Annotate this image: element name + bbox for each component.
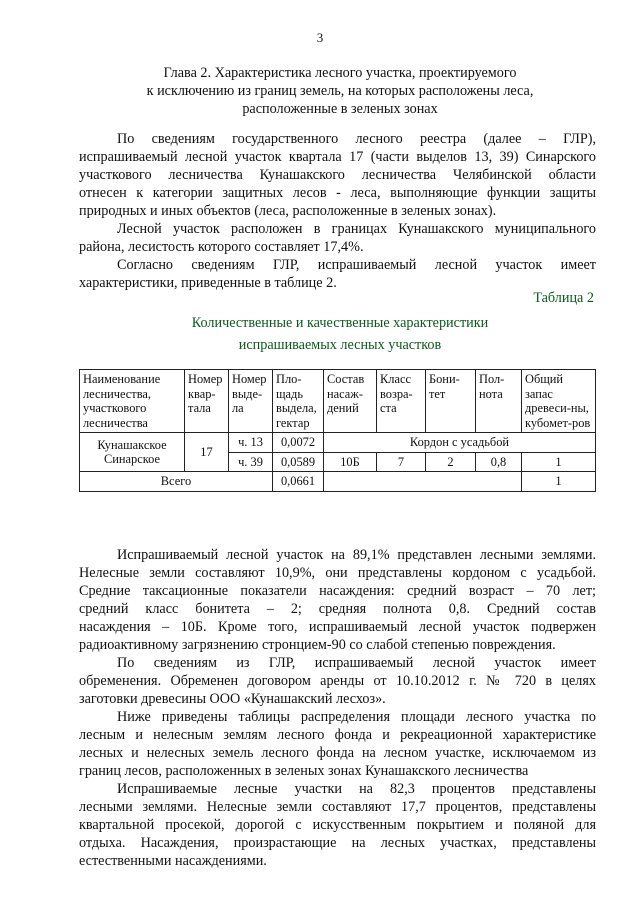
stock-cell: 1 <box>522 452 596 472</box>
text-line: лесных и нелесных земель лесного фонда на лесном участке, исключаемом из <box>79 745 596 761</box>
table-header-row <box>80 370 596 433</box>
text-line: Испрашиваемые лесные участки на 82,3 процентов представлены <box>117 781 596 797</box>
text-line: естественными насаждениями. <box>79 853 267 869</box>
total-area-cell: 0,0661 <box>273 472 324 492</box>
body-paragraph-4 <box>79 780 596 870</box>
text-line: Нелесные земли составляют 10,9%, они представлены кордоном с усадьбой. <box>79 565 596 581</box>
page-number: 3 <box>316 30 324 45</box>
vydel-cell: ч. 39 <box>229 452 273 472</box>
bonitet-cell: 2 <box>426 452 476 472</box>
text-line: квартальной просекой, дорогой с искусственным покрытием и поляной для <box>79 817 596 833</box>
table-title-line: Количественные и качественные характеристики <box>191 315 489 331</box>
quarter-cell: 17 <box>185 433 229 472</box>
total-label-cell: Всего <box>80 472 273 492</box>
note-cell: Кордон с усадьбой <box>324 433 596 453</box>
age-class-cell: 7 <box>377 452 426 472</box>
table-label: Таблица 2 <box>533 290 594 306</box>
text-line: Средние таксационные показатели насаждения: средний возраст – 70 лет; <box>79 583 596 599</box>
text-line: лесным и нелесным землям лесного фонда и рекреационной характеристике <box>79 727 596 743</box>
empty-cell <box>324 472 522 492</box>
text-line: лесными землями. Нелесные земли составляют 17,7 процентов, представлены <box>79 799 596 815</box>
header-cell: Пол-нота <box>476 370 522 433</box>
intro-paragraph-2 <box>79 220 596 256</box>
text-line: испрашиваемый лесной участок квартала 17 (части выделов 13, 39) Синарского <box>79 149 596 165</box>
forestry-cell: Кунашакское Синарское <box>80 433 185 472</box>
text-line: Испрашиваемый лесной участок на 89,1% представлен лесными землями. <box>117 547 596 563</box>
text-line: заготовки древесины ООО «Кунашакский лесхоз». <box>79 691 386 707</box>
header-cell: Наименование лесничества, участкового лесничества <box>80 370 185 433</box>
header-cell: Бони-тет <box>426 370 476 433</box>
header-cell: Общий запас древеси-ны, кубомет-ров <box>522 370 596 433</box>
area-cell: 0,0589 <box>273 452 324 472</box>
text-line: Согласно сведениям ГЛР, испрашиваемый лесной участок имеет <box>117 257 596 273</box>
text-line: средний класс бонитета – 2; средняя полнота 0,8. Средний состав <box>79 601 596 617</box>
body-paragraph-1 <box>79 546 596 654</box>
header-cell: Пло-щадь выдела, гектар <box>273 370 324 433</box>
body-paragraph-3 <box>79 708 596 780</box>
vydel-cell: ч. 13 <box>229 433 273 453</box>
header-cell: Класс возра-ста <box>377 370 426 433</box>
text-line: границ лесов, расположенных в зеленых зонах Кунашакского лесничества <box>79 763 529 779</box>
body-paragraph-2 <box>79 654 596 708</box>
text-line: района, лесистость которого составляет 17,4%. <box>79 239 364 255</box>
text-line: По сведениям из ГЛР, испрашиваемый лесной участок имеет <box>117 655 596 671</box>
text-line: отнесен к категории защитных лесов - леса, выполняющие функции защиты <box>79 185 596 201</box>
table-title-line: испрашиваемых лесных участков <box>238 337 442 353</box>
text-line: участкового лесничества Кунашакского лесничества Челябинской области <box>79 167 596 183</box>
table-row <box>80 433 596 453</box>
text-line: Ниже приведены таблицы распределения площади лесного участка по <box>117 709 596 725</box>
composition-cell: 10Б <box>324 452 377 472</box>
text-line: отдыха. Насаждения, произрастающие на лесных участках, представлены <box>79 835 596 851</box>
text-line: обременения. Обременен договором аренды от 10.10.2012 г. № 720 в целях <box>79 673 596 689</box>
total-stock-cell: 1 <box>522 472 596 492</box>
text-line: насаждения – 10Б. Кроме того, испрашиваемый лесной участок подвержен <box>79 619 596 635</box>
chapter-title-line: к исключению из границ земель, на которых расположены леса, <box>146 83 534 99</box>
text-line: Лесной участок расположен в границах Кунашакского муниципального <box>117 221 596 237</box>
header-cell: Состав насаж-дений <box>324 370 377 433</box>
density-cell: 0,8 <box>476 452 522 472</box>
header-cell: Номер квар-тала <box>185 370 229 433</box>
chapter-title-line: Глава 2. Характеристика лесного участка, проектируемого <box>163 65 517 81</box>
forest-plot-table <box>79 369 596 492</box>
table-title <box>120 312 560 356</box>
text-line: характеристики, приведенные в таблице 2. <box>79 275 337 291</box>
header-cell: Номер выде-ла <box>229 370 273 433</box>
chapter-title-line: расположенные в зеленых зонах <box>242 101 438 117</box>
table-total-row <box>80 472 596 492</box>
intro-paragraph-1 <box>79 130 596 220</box>
area-cell: 0,0072 <box>273 433 324 453</box>
text-line: По сведениям государственного лесного реестра (далее – ГЛР), <box>117 131 596 147</box>
chapter-title <box>80 64 600 118</box>
text-line: радиоактивному загрязнению стронцием-90 со слабой степенью повреждения. <box>79 637 556 653</box>
intro-paragraph-3 <box>79 256 596 292</box>
text-line: природных и иных объектов (леса, расположенные в зеленых зонах). <box>79 203 497 219</box>
